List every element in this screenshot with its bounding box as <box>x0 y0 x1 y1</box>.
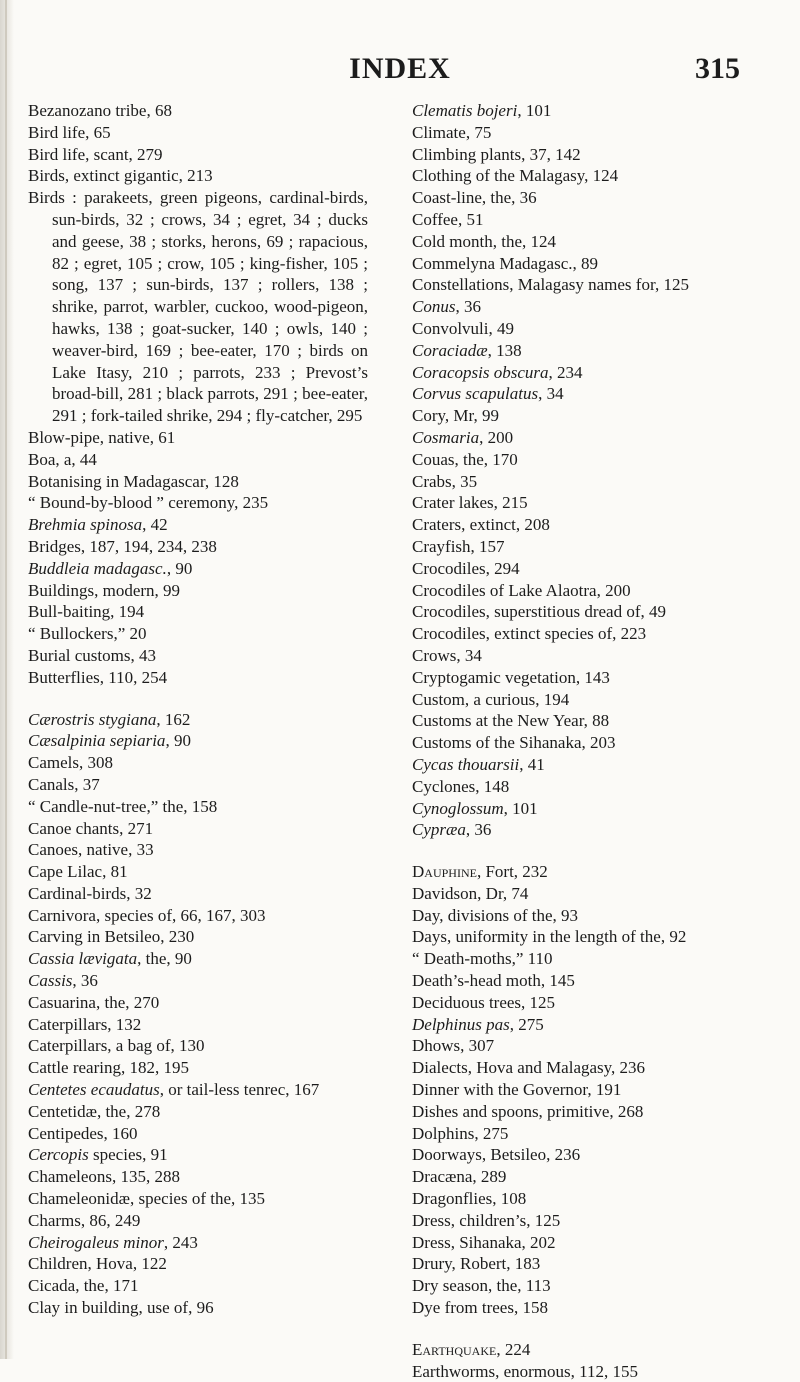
index-entry-text: Constellations, Malagasy names for, 125 <box>412 275 689 295</box>
index-entry <box>412 1297 767 1319</box>
index-entry-text: “ Candle-nut-tree,” the, 158 <box>28 796 218 816</box>
index-entry <box>412 1253 767 1275</box>
index-entry <box>28 1297 368 1319</box>
index-entry <box>412 471 767 493</box>
index-entry-text: Customs at the New Year, 88 <box>412 711 610 731</box>
index-entry <box>28 730 368 752</box>
index-entry <box>412 948 767 970</box>
index-entry-text: Cardinal-birds, 32 <box>28 883 152 903</box>
index-entry <box>28 601 368 623</box>
index-entry <box>28 818 368 840</box>
index-entry-italic: Cercopis <box>28 1145 89 1165</box>
index-entry-text: Days, uniformity in the length of the, 92 <box>412 927 687 947</box>
index-entry <box>412 798 767 820</box>
index-entry <box>28 1144 368 1166</box>
index-entry-text: , 224 <box>496 1339 531 1359</box>
index-entry-text: Chameleonidæ, species of the, 135 <box>28 1189 266 1209</box>
index-entry-text: “ Bullockers,” 20 <box>28 624 147 644</box>
index-entry-italic: Delphinus pas <box>412 1014 510 1034</box>
index-entry <box>412 536 767 558</box>
index-entry <box>28 970 368 992</box>
index-entry <box>412 776 767 798</box>
index-entry <box>412 209 767 231</box>
index-entry-text: , 101 <box>517 101 552 120</box>
page-title: INDEX <box>349 52 451 85</box>
index-entry <box>412 1361 767 1382</box>
index-entry <box>28 427 368 449</box>
index-entry <box>412 732 767 754</box>
index-entry <box>28 752 368 774</box>
index-entry <box>412 318 767 340</box>
index-entry <box>28 558 368 580</box>
index-entry-text: , 275 <box>509 1014 544 1034</box>
index-entry-text: Crocodiles, 294 <box>412 558 520 578</box>
index-entry-italic: Cypræa <box>412 820 466 840</box>
index-entry-text: Dress, Sihanaka, 202 <box>412 1232 556 1252</box>
index-entry <box>412 231 767 253</box>
index-entry <box>412 1188 767 1210</box>
index-entry-text: , 36 <box>465 820 492 840</box>
index-entry <box>412 819 767 841</box>
index-entry-text: Bird life, scant, 279 <box>28 144 163 164</box>
index-entry <box>412 449 767 471</box>
index-entry-text: Canals, 37 <box>28 774 100 794</box>
index-entry <box>412 340 767 362</box>
index-entry-text: “ Death-moths,” 110 <box>412 949 553 969</box>
index-entry-text: Butterflies, 110, 254 <box>28 667 168 687</box>
index-entry <box>412 514 767 536</box>
index-entry <box>412 861 767 883</box>
index-entry-text: Crayfish, 157 <box>412 536 505 556</box>
index-entry <box>412 710 767 732</box>
index-entry-text: , 243 <box>163 1232 198 1252</box>
index-entry <box>28 839 368 861</box>
index-entry <box>412 601 767 623</box>
index-entry <box>28 623 368 645</box>
index-entry-text: Dragonflies, 108 <box>412 1189 527 1209</box>
index-entry-italic: Cæsalpinia sepiaria <box>28 731 166 751</box>
index-entry <box>28 100 368 122</box>
index-entry-text: , 200 <box>479 427 514 447</box>
index-entry-text: , Fort, 232 <box>476 862 548 882</box>
index-entry-text: species, 91 <box>88 1145 168 1165</box>
index-entry-text: Cattle rearing, 182, 195 <box>28 1058 189 1078</box>
index-entry <box>412 165 767 187</box>
index-entry-text: Cicada, the, 171 <box>28 1276 139 1296</box>
index-entry-text: Charms, 86, 249 <box>28 1210 141 1230</box>
index-entry <box>28 905 368 927</box>
index-entry-text: Dinner with the Governor, 191 <box>412 1080 622 1100</box>
index-entry <box>412 926 767 948</box>
index-entry-italic: Cærostris stygiana <box>28 709 157 729</box>
index-entry <box>412 667 767 689</box>
index-entry <box>28 1275 368 1297</box>
index-entry-text: , 34 <box>538 384 564 404</box>
index-entry-text: Bezanozano tribe, 68 <box>28 101 172 120</box>
index-entry-text: , 162 <box>156 709 191 729</box>
index-entry <box>28 1035 368 1057</box>
index-entry-text: Dhows, 307 <box>412 1036 495 1056</box>
index-entry <box>28 883 368 905</box>
index-entry-text: Bird life, 65 <box>28 122 111 142</box>
index-entry-text: Davidson, Dr, 74 <box>412 883 529 903</box>
index-entry-text: Couas, the, 170 <box>412 449 518 469</box>
index-entry <box>412 144 767 166</box>
index-entry <box>28 774 368 796</box>
index-entry-text: , 41 <box>519 754 545 774</box>
index-entry-text: Camels, 308 <box>28 753 113 773</box>
index-entry-text: Coast-line, the, 36 <box>412 188 537 208</box>
index-entry-italic: Cassis <box>28 971 73 991</box>
index-entry <box>412 383 767 405</box>
index-entry-text: Crocodiles, extinct species of, 223 <box>412 624 647 644</box>
index-entry <box>28 645 368 667</box>
index-entry <box>412 623 767 645</box>
binding-edge <box>5 0 7 1359</box>
index-entry-text: , 36 <box>455 297 481 317</box>
index-entry-text: Birds : parakeets, green pigeons, cardinal-birds, sun-birds, 32 ; crows, 34 ; egret, 34 ; ducks and geese, 38 ; storks, herons, 69 ; rapacious, 82 ; egret, 105 ; crow, 105 ; king-fisher, 105 ; song, 137 ; sun-birds, 137 ; rollers, 138 ; shrike, parrot, warbler, cuckoo, wood-pigeon, hawks, 138 ; goat-sucker, 140 ; owls, 140 ; weaver-bird, 169 ; bee-eater, 170 ; birds on Lake Itasy, 210 ; parrots, 233 ; Prevost’s broad-bill, 281 ; black parrots, 291 ; bee-eater, 291 ; fork-tailed shrike, 294 ; fly-catcher, 295 <box>28 188 368 426</box>
index-entry-italic: Conus <box>412 297 456 317</box>
index-entry-text: Doorways, Betsileo, 236 <box>412 1145 581 1165</box>
page-gutter <box>0 0 14 1359</box>
index-entry-text: Customs of the Sihanaka, 203 <box>412 733 616 753</box>
index-entry <box>28 514 368 536</box>
index-entry <box>28 1101 368 1123</box>
page-header <box>0 52 800 88</box>
index-entry <box>412 1210 767 1232</box>
index-entry-text: Dialects, Hova and Malagasy, 236 <box>412 1058 646 1078</box>
index-entry-text: Climate, 75 <box>412 122 492 142</box>
index-entry-smallcaps: Dauphine <box>412 862 477 882</box>
index-entry-text: Earthworms, enormous, 112, 155 <box>412 1361 639 1381</box>
index-entry <box>28 1057 368 1079</box>
index-entry-text: Canoe chants, 271 <box>28 818 154 838</box>
index-entry <box>28 1232 368 1254</box>
index-entry-text: Buildings, modern, 99 <box>28 580 181 600</box>
index-entry <box>28 1123 368 1145</box>
index-entry <box>412 427 767 449</box>
index-entry-text: Caterpillars, a bag of, 130 <box>28 1036 205 1056</box>
index-entry <box>412 1035 767 1057</box>
index-entry <box>412 1275 767 1297</box>
index-entry <box>412 883 767 905</box>
index-entry-text: Dolphins, 275 <box>412 1123 509 1143</box>
index-entry-text: Dress, children’s, 125 <box>412 1210 561 1230</box>
index-entry <box>28 580 368 602</box>
index-entry <box>412 1057 767 1079</box>
index-entry <box>412 1014 767 1036</box>
index-entry-text: Dishes and spoons, primitive, 268 <box>412 1101 644 1121</box>
index-entry-text: Climbing plants, 37, 142 <box>412 144 581 164</box>
index-entry-text: , or tail-less tenrec, 167 <box>159 1080 320 1100</box>
index-entry-text: Carnivora, species of, 66, 167, 303 <box>28 905 266 925</box>
index-entry-text: Dry season, the, 113 <box>412 1276 551 1296</box>
index-entry <box>412 274 767 296</box>
index-entry-text: Crater lakes, 215 <box>412 493 528 513</box>
index-entry <box>28 471 368 493</box>
index-entry <box>28 492 368 514</box>
index-entry-text: , the, 90 <box>137 949 192 969</box>
index-entry-text: , 90 <box>165 731 191 751</box>
index-entry-text: Centipedes, 160 <box>28 1123 138 1143</box>
index-entry-smallcaps: Earthquake <box>412 1339 497 1359</box>
page-number: 315 <box>695 52 740 85</box>
index-entry-text: Convolvuli, 49 <box>412 318 515 338</box>
index-column-right <box>412 100 767 1382</box>
index-entry-text: Botanising in Madagascar, 128 <box>28 471 239 491</box>
index-column-left <box>28 100 368 1319</box>
index-entry-text: Clay in building, use of, 96 <box>28 1298 214 1318</box>
index-entry-text: “ Bound-by-blood ” ceremony, 235 <box>28 493 269 513</box>
index-entry-italic: Cassia lævigata <box>28 949 138 969</box>
index-entry <box>412 645 767 667</box>
index-entry-text: Crabs, 35 <box>412 471 478 491</box>
index-entry-italic: Cosmaria <box>412 427 480 447</box>
index-entry <box>412 100 767 122</box>
index-entry-text: , 234 <box>548 362 583 382</box>
index-entry-text: Cape Lilac, 81 <box>28 862 128 882</box>
index-entry <box>28 861 368 883</box>
index-entry <box>412 1079 767 1101</box>
index-entry <box>28 667 368 689</box>
index-entry <box>412 122 767 144</box>
index-entry-text: Burial customs, 43 <box>28 645 156 665</box>
index-entry-text: Coffee, 51 <box>412 209 484 229</box>
index-entry <box>412 405 767 427</box>
index-entry-text: Cyclones, 148 <box>412 776 510 796</box>
index-entry <box>28 1014 368 1036</box>
index-entry-text: Cryptogamic vegetation, 143 <box>412 667 610 687</box>
index-entry <box>412 1232 767 1254</box>
index-entry-text: Dracæna, 289 <box>412 1167 507 1187</box>
index-entry <box>28 536 368 558</box>
index-entry <box>412 558 767 580</box>
index-entry <box>412 1166 767 1188</box>
index-entry <box>412 1101 767 1123</box>
index-entry-text: , 42 <box>142 515 168 535</box>
index-entry-italic: Clematis bojeri <box>412 101 518 120</box>
index-entry <box>412 362 767 384</box>
index-entry <box>28 948 368 970</box>
index-entry-text: Deciduous trees, 125 <box>412 992 556 1012</box>
index-entry-italic: Coracopsis obscura <box>412 362 549 382</box>
index-entry <box>28 122 368 144</box>
index-entry <box>412 754 767 776</box>
index-entry <box>412 580 767 602</box>
index-entry-text: Cold month, the, 124 <box>412 231 557 251</box>
index-entry-text: Chameleons, 135, 288 <box>28 1167 181 1187</box>
index-entry <box>412 992 767 1014</box>
index-entry-italic: Cynoglossum <box>412 798 504 818</box>
index-entry <box>28 165 368 187</box>
index-entry-text: Clothing of the Malagasy, 124 <box>412 166 619 186</box>
index-entry <box>412 1144 767 1166</box>
index-entry-text: Centetidæ, the, 278 <box>28 1101 161 1121</box>
index-entry <box>412 187 767 209</box>
index-entry-text: , 36 <box>72 971 98 991</box>
index-entry-text: Casuarina, the, 270 <box>28 992 160 1012</box>
index-entry-italic: Coraciadæ <box>412 340 488 360</box>
index-entry-text: Craters, extinct, 208 <box>412 515 550 535</box>
index-entry-text: Bridges, 187, 194, 234, 238 <box>28 536 217 556</box>
index-entry-text: Children, Hova, 122 <box>28 1254 167 1274</box>
index-entry-italic: Cycas thouarsii <box>412 754 520 774</box>
index-entry-text: Cory, Mr, 99 <box>412 406 499 426</box>
index-entry <box>28 144 368 166</box>
index-entry <box>28 1188 368 1210</box>
index-entry-text: Bull-baiting, 194 <box>28 602 145 622</box>
index-entry <box>28 1210 368 1232</box>
index-entry-text: Crows, 34 <box>412 645 482 665</box>
index-entry <box>28 796 368 818</box>
index-entry-text: Crocodiles of Lake Alaotra, 200 <box>412 580 631 600</box>
index-entry <box>412 905 767 927</box>
index-entry-text: , 138 <box>487 340 522 360</box>
index-entry-text: , 90 <box>166 558 193 578</box>
index-entry-text: Dye from trees, 158 <box>412 1298 548 1318</box>
index-entry-italic: Corvus scapulatus <box>412 384 539 404</box>
index-entry <box>28 1253 368 1275</box>
index-entry-text: Custom, a curious, 194 <box>412 689 570 709</box>
index-entry-text: , 101 <box>503 798 538 818</box>
index-entry <box>28 187 368 427</box>
index-entry-text: Canoes, native, 33 <box>28 840 154 860</box>
index-entry-text: Carving in Betsileo, 230 <box>28 927 195 947</box>
index-entry-italic: Brehmia spinosa <box>28 515 143 535</box>
index-entry-text: Birds, extinct gigantic, 213 <box>28 166 213 186</box>
index-entry <box>28 992 368 1014</box>
index-entry-text: Crocodiles, superstitious dread of, 49 <box>412 602 667 622</box>
index-entry-italic: Buddleia madagasc. <box>28 558 167 578</box>
index-entry-italic: Centetes ecaudatus <box>28 1080 160 1100</box>
index-entry <box>28 709 368 731</box>
index-entry <box>28 926 368 948</box>
index-entry <box>412 1339 767 1361</box>
index-entry-italic: Cheirogaleus minor <box>28 1232 164 1252</box>
index-entry-text: Death’s-head moth, 145 <box>412 971 575 991</box>
index-entry <box>412 1123 767 1145</box>
index-entry-text: Commelyna Madagasc., 89 <box>412 253 599 273</box>
index-entry <box>412 492 767 514</box>
index-entry <box>412 296 767 318</box>
index-entry-text: Day, divisions of the, 93 <box>412 905 579 925</box>
index-entry <box>412 970 767 992</box>
index-entry-text: Boa, a, 44 <box>28 449 97 469</box>
index-entry <box>28 1079 368 1101</box>
index-entry <box>412 253 767 275</box>
index-entry <box>412 689 767 711</box>
index-entry <box>28 1166 368 1188</box>
index-entry-text: Caterpillars, 132 <box>28 1014 142 1034</box>
index-entry <box>28 449 368 471</box>
index-entry-text: Drury, Robert, 183 <box>412 1254 541 1274</box>
index-entry-text: Blow-pipe, native, 61 <box>28 427 176 447</box>
